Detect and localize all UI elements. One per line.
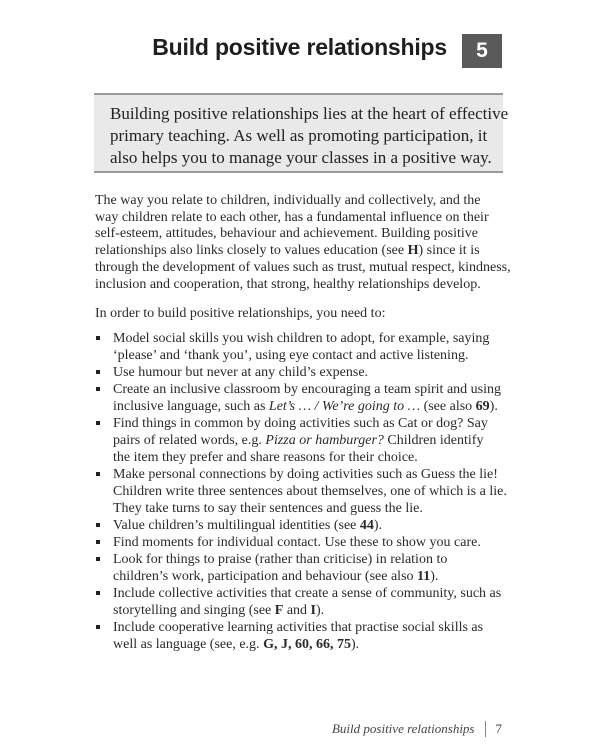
text-line: [95, 193, 511, 210]
text-run: well as language (see, e.g.: [113, 637, 264, 652]
text-run: Include collective activities that create a sense of community, such as: [113, 586, 502, 601]
body-paragraph: [95, 193, 511, 293]
text-run: The way you relate to children, individually and collectively, and the: [95, 193, 481, 208]
intro-line: Building positive relationships lies at the heart of effective: [110, 104, 509, 123]
text-run: ).: [489, 399, 498, 414]
text-run: and: [283, 603, 311, 618]
text-line: [113, 551, 507, 568]
text-run: ‘please’ and ‘thank you’, using eye contact and active listening.: [113, 348, 469, 363]
text-run: through the development of values such as trust, mutual respect, kindness,: [95, 259, 511, 275]
text-run: Find things in common by doing activities such as Cat or dog? Say: [113, 416, 488, 431]
intro-line: also helps you to manage your classes in a positive way.: [110, 148, 492, 167]
page-number: 7: [495, 721, 502, 736]
text-line: [113, 500, 507, 517]
text-run: Find moments for individual contact. Use these to show you care.: [113, 535, 481, 550]
text-line: [113, 619, 507, 636]
text-run: G, J, 60, 66, 75: [263, 637, 351, 652]
text-line: [113, 347, 507, 364]
text-run: Make personal connections by doing activities such as Guess the lie!: [113, 467, 498, 482]
text-run: Include cooperative learning activities that practise social skills as: [113, 620, 484, 635]
text-run: They take turns to say their sentences and guess the lie.: [113, 501, 423, 516]
text-run: Use humour but never at any child’s expense.: [113, 365, 369, 380]
text-line: [113, 449, 507, 466]
bullet-item: [95, 551, 507, 585]
intro-callout-box: [94, 93, 509, 173]
text-run: self-esteem, attitudes, behaviour and achievement. Building positive: [95, 226, 478, 242]
text-line: [113, 381, 507, 398]
text-run: Children identify: [383, 433, 484, 448]
text-run: F: [274, 603, 284, 618]
bullet-item: [95, 517, 507, 534]
chapter-number-badge: 5: [462, 34, 502, 68]
bullet-item: [95, 466, 507, 517]
text-run: I: [310, 603, 316, 618]
list-lead-in: In order to build positive relationships, you need to:: [95, 306, 386, 321]
bullet-item: [95, 585, 507, 619]
text-line: [113, 364, 507, 381]
text-line: [95, 260, 511, 277]
text-line: [95, 210, 511, 227]
text-line: [113, 398, 507, 415]
text-run: 69: [475, 399, 490, 414]
text-run: 11: [417, 569, 431, 584]
text-line: [113, 466, 507, 483]
square-bullet-icon: [96, 336, 100, 340]
text-run: Pizza or hamburger?: [265, 433, 384, 448]
text-line: [113, 534, 507, 551]
square-bullet-icon: [96, 421, 100, 425]
text-line: [113, 517, 507, 534]
page-title: Build positive relationships: [152, 34, 447, 60]
text-run: H: [407, 243, 419, 259]
text-line: [113, 602, 507, 619]
text-line: [113, 585, 507, 602]
square-bullet-icon: [96, 625, 100, 629]
text-line: [113, 415, 507, 432]
text-line: [113, 483, 507, 500]
text-line: [95, 243, 511, 260]
bullet-item: [95, 381, 507, 415]
text-line: [113, 636, 507, 653]
text-line: [113, 330, 507, 347]
footer-divider: [485, 721, 486, 737]
text-line: [113, 568, 507, 585]
bullet-list: [95, 330, 507, 653]
running-title: Build positive relationships: [331, 721, 475, 736]
intro-line: primary teaching. As well as promoting participation, it: [110, 126, 488, 145]
text-run: Children write three sentences about themselves, one of which is a lie.: [113, 484, 507, 499]
text-run: children’s work, participation and behaviour (see also: [113, 569, 418, 584]
text-run: Value children’s multilingual identities (see: [113, 518, 360, 533]
text-run: ).: [316, 603, 325, 618]
text-run: the item they prefer and share reasons for their choice.: [113, 450, 418, 465]
bullet-item: [95, 364, 507, 381]
text-run: storytelling and singing (see: [113, 603, 275, 618]
text-run: inclusive language, such as: [113, 399, 269, 414]
text-run: Create an inclusive classroom by encouraging a team spirit and using: [113, 382, 502, 397]
square-bullet-icon: [96, 557, 100, 561]
square-bullet-icon: [96, 523, 100, 527]
text-run: inclusion and cooperation, that strong, healthy relationships develop.: [95, 276, 481, 292]
square-bullet-icon: [96, 540, 100, 544]
bullet-item: [95, 415, 507, 466]
square-bullet-icon: [96, 591, 100, 595]
text-run: (see also: [420, 399, 476, 414]
square-bullet-icon: [96, 370, 100, 374]
text-run: 44: [359, 518, 374, 533]
text-run: relationships also links closely to values education (see: [95, 243, 408, 259]
square-bullet-icon: [96, 472, 100, 476]
text-run: ).: [350, 637, 360, 652]
text-run: Let’s … / We’re going to …: [268, 399, 421, 414]
page-footer: [332, 721, 502, 737]
bullet-item: [95, 330, 507, 364]
text-run: way children relate to each other, has a fundamental influence on their: [95, 209, 489, 225]
text-run: Model social skills you wish children to adopt, for example, saying: [113, 331, 490, 346]
text-run: ).: [373, 518, 383, 533]
text-line: [113, 432, 507, 449]
text-run: pairs of related words, e.g.: [113, 433, 266, 448]
text-line: [95, 226, 511, 243]
text-run: ).: [430, 569, 439, 584]
text-line: [95, 277, 511, 294]
bullet-item: [95, 534, 507, 551]
text-run: ) since it is: [418, 243, 480, 259]
square-bullet-icon: [96, 387, 100, 391]
bullet-item: [95, 619, 507, 653]
text-run: Look for things to praise (rather than criticise) in relation to: [113, 552, 448, 567]
